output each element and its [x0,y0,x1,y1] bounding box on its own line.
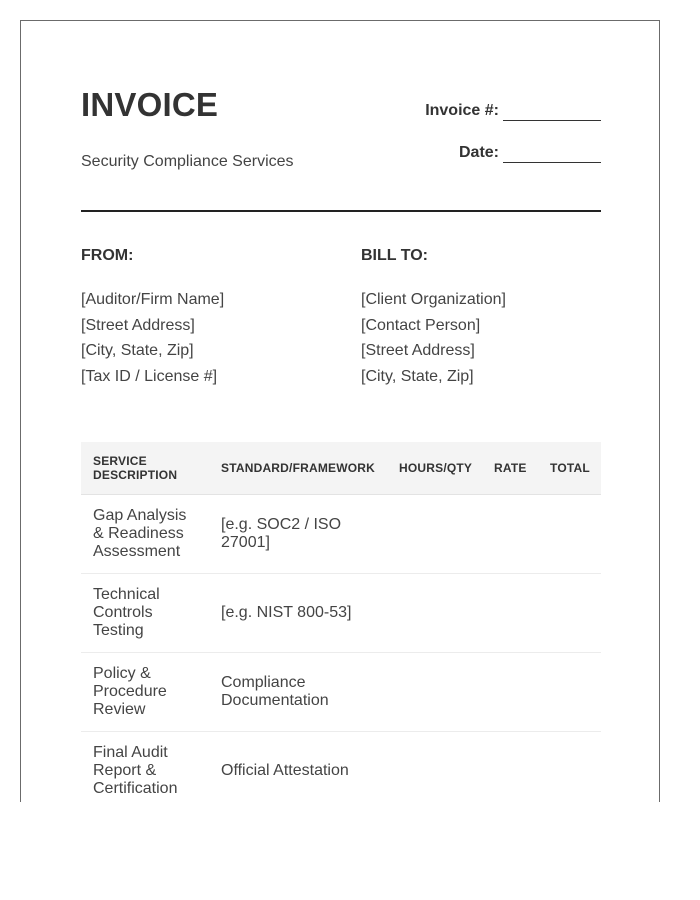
service-text: Gap Analysis & Readiness Assessment [93,507,187,560]
standard-cell [221,653,399,732]
service-cell [81,495,221,574]
standard-text: [e.g. SOC2 / ISO 27001] [221,516,342,551]
date-field[interactable] [503,146,601,163]
hours-cell[interactable] [399,574,494,653]
rate-cell[interactable] [494,653,550,732]
invoice-page [20,20,660,802]
standard-text: Official Attestation [221,762,349,779]
service-text: Final Audit Report & Certification [93,744,178,797]
column-header-rate: RATE [494,442,550,495]
rate-cell[interactable] [494,732,550,803]
hours-cell[interactable] [399,653,494,732]
total-cell[interactable] [550,732,601,803]
standard-cell [221,495,399,574]
service-cell [81,732,221,803]
bill-to-heading: BILL TO: [361,247,428,264]
date-label: Date: [458,144,499,161]
bill-to-line: [Contact Person] [361,316,481,334]
from-line: [Tax ID / License #] [81,368,218,386]
standard-cell [221,574,399,653]
invoice-subtitle: Security Compliance Services [81,153,294,170]
table-row [81,653,601,732]
bill-to-line: [Street Address] [361,342,475,360]
invoice-number-field[interactable] [503,104,601,121]
services-table [81,442,601,802]
from-line: [Street Address] [81,316,195,334]
total-cell[interactable] [550,574,601,653]
standard-text: Compliance Documentation [221,674,329,709]
rate-cell[interactable] [494,574,550,653]
table-header-row [81,442,601,495]
from-line: [City, State, Zip] [81,342,194,360]
service-text: Policy & Procedure Review [93,665,167,718]
service-cell [81,653,221,732]
table-row [81,732,601,803]
from-heading: FROM: [81,247,134,264]
hours-cell[interactable] [399,732,494,803]
total-cell[interactable] [550,495,601,574]
bill-to-address [361,287,506,390]
column-header-hours: HOURS/QTY [399,442,494,495]
invoice-title: INVOICE [81,86,219,123]
service-cell [81,574,221,653]
hours-cell[interactable] [399,495,494,574]
column-header-service [81,442,221,495]
invoice-number-row [425,101,601,121]
header-divider [81,210,601,212]
rate-cell[interactable] [494,495,550,574]
column-header-service-label: SERVICE DESCRIPTION [93,454,178,482]
column-header-standard: STANDARD/FRAMEWORK [221,442,399,495]
from-line: [Auditor/Firm Name] [81,291,225,308]
standard-cell [221,732,399,803]
table-row [81,495,601,574]
from-address [81,287,224,390]
service-text: Technical Controls Testing [93,586,160,639]
date-row [459,143,601,163]
table-row [81,574,601,653]
bill-to-section [361,246,506,390]
column-header-total: TOTAL [550,442,601,495]
invoice-number-label: Invoice #: [425,102,499,119]
standard-text: [e.g. NIST 800-53] [221,604,352,621]
from-section [81,246,224,390]
bill-to-line: [Client Organization] [361,291,506,308]
total-cell[interactable] [550,653,601,732]
bill-to-line: [City, State, Zip] [361,368,474,386]
